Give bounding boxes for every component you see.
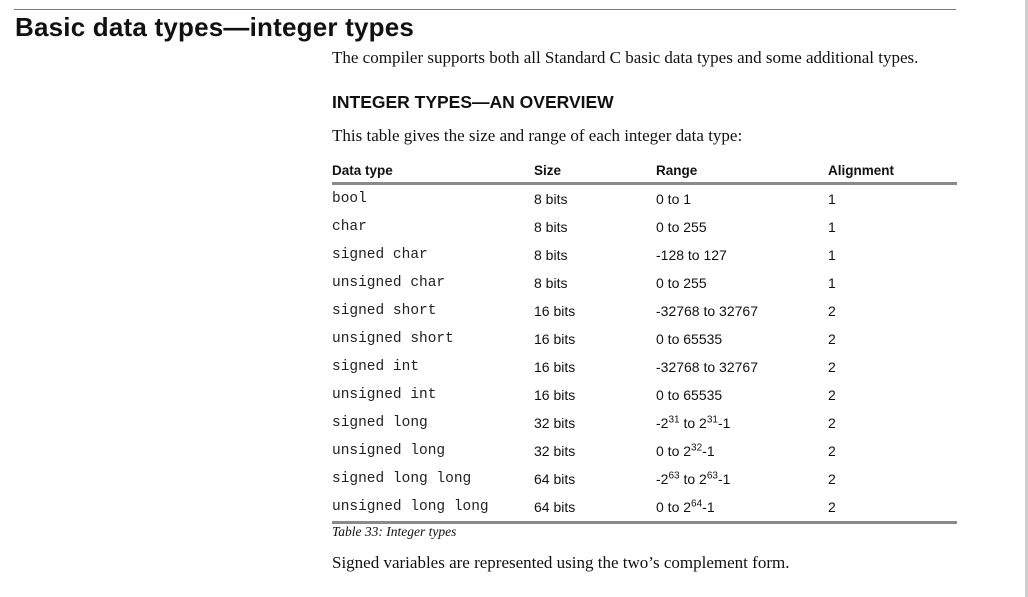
cell-range: -32768 to 32767 (656, 359, 758, 375)
table-row (332, 493, 957, 523)
range-text: to 2 (679, 415, 707, 431)
table-row (332, 213, 957, 241)
cell-range: -32768 to 32767 (656, 303, 758, 319)
cell-range (656, 437, 828, 465)
range-text: -2 (656, 415, 669, 431)
cell-range: 0 to 65535 (656, 331, 723, 347)
cell-size: 8 bits (534, 247, 568, 263)
cell-range: 0 to 65535 (656, 387, 723, 403)
cell-alignment: 2 (828, 471, 836, 487)
range-exponent: 32 (691, 442, 703, 454)
cell-alignment: 2 (828, 331, 836, 347)
cell-alignment: 1 (828, 275, 836, 291)
range-text: -1 (702, 499, 715, 515)
table-row (332, 241, 957, 269)
table-body (332, 184, 957, 523)
cell-alignment: 2 (828, 493, 957, 523)
table-row (332, 465, 957, 493)
cell-range: 0 to 1 (656, 191, 692, 207)
cell-data-type: signed long (332, 415, 428, 431)
cell-size: 32 bits (534, 443, 576, 459)
cell-size: 64 bits (534, 493, 656, 523)
range-exponent: 63 (706, 470, 718, 482)
cell-size: 16 bits (534, 331, 576, 347)
header-data-type: Data type (332, 158, 534, 184)
range-text: -1 (717, 471, 731, 487)
cell-alignment: 1 (828, 219, 836, 235)
cell-data-type: signed char (332, 247, 428, 263)
header-alignment: Alignment (828, 158, 957, 184)
cell-size: 8 bits (534, 191, 568, 207)
cell-data-type: unsigned int (332, 387, 437, 403)
cell-size: 8 bits (534, 275, 568, 291)
range-text: 0 to 2 (656, 443, 692, 459)
table-row (332, 381, 957, 409)
table-row (332, 325, 957, 353)
section-title: INTEGER TYPES—AN OVERVIEW (332, 92, 614, 112)
cell-alignment: 2 (828, 415, 836, 431)
range-text: -1 (717, 415, 731, 431)
cell-data-type: unsigned long long (332, 493, 534, 523)
table-row (332, 184, 957, 214)
cell-size: 16 bits (534, 303, 576, 319)
cell-range (656, 465, 828, 493)
cell-data-type: unsigned char (332, 275, 446, 291)
table-caption: Table 33: Integer types (332, 524, 457, 539)
cell-alignment: 2 (828, 303, 836, 319)
table-row (332, 437, 957, 465)
top-rule (14, 9, 956, 10)
cell-alignment: 1 (828, 247, 836, 263)
range-text: -2 (656, 471, 669, 487)
header-size: Size (534, 158, 656, 184)
cell-range (656, 409, 828, 437)
cell-data-type: signed short (332, 303, 437, 319)
integer-types-table (332, 158, 957, 524)
cell-size: 32 bits (534, 415, 576, 431)
table-row (332, 353, 957, 381)
cell-data-type: unsigned short (332, 331, 454, 347)
note-paragraph: Signed variables are represented using the two’s complement form. (332, 553, 790, 572)
cell-size: 16 bits (534, 359, 576, 375)
range-exponent: 31 (668, 414, 680, 426)
range-exponent: 63 (668, 470, 680, 482)
range-exponent: 64 (691, 498, 703, 510)
cell-data-type: signed int (332, 359, 420, 375)
cell-alignment: 2 (828, 443, 836, 459)
table-row (332, 297, 957, 325)
cell-size: 64 bits (534, 471, 576, 487)
cell-data-type: signed long long (332, 471, 472, 487)
cell-range: -128 to 127 (656, 247, 727, 263)
cell-range: 0 to 255 (656, 219, 707, 235)
cell-data-type: unsigned long (332, 443, 446, 459)
cell-data-type: char (332, 219, 367, 235)
cell-size: 8 bits (534, 219, 568, 235)
cell-alignment: 2 (828, 359, 836, 375)
range-text: to 2 (679, 471, 707, 487)
page-title: Basic data types—integer types (15, 12, 415, 42)
table-row (332, 269, 957, 297)
range-text: 0 to 2 (656, 499, 692, 515)
intro-paragraph: The compiler supports both all Standard C basic data types and some additional types. (332, 48, 919, 67)
table-header-row (332, 158, 957, 184)
lead-paragraph: This table gives the size and range of each integer data type: (332, 126, 743, 145)
cell-size: 16 bits (534, 387, 576, 403)
range-exponent: 31 (706, 414, 718, 426)
cell-data-type: bool (332, 191, 367, 207)
header-range: Range (656, 158, 828, 184)
cell-range: 0 to 255 (656, 275, 707, 291)
cell-alignment: 1 (828, 191, 836, 207)
cell-alignment: 2 (828, 387, 836, 403)
cell-range (656, 493, 828, 523)
range-text: -1 (702, 443, 715, 459)
table-row (332, 409, 957, 437)
